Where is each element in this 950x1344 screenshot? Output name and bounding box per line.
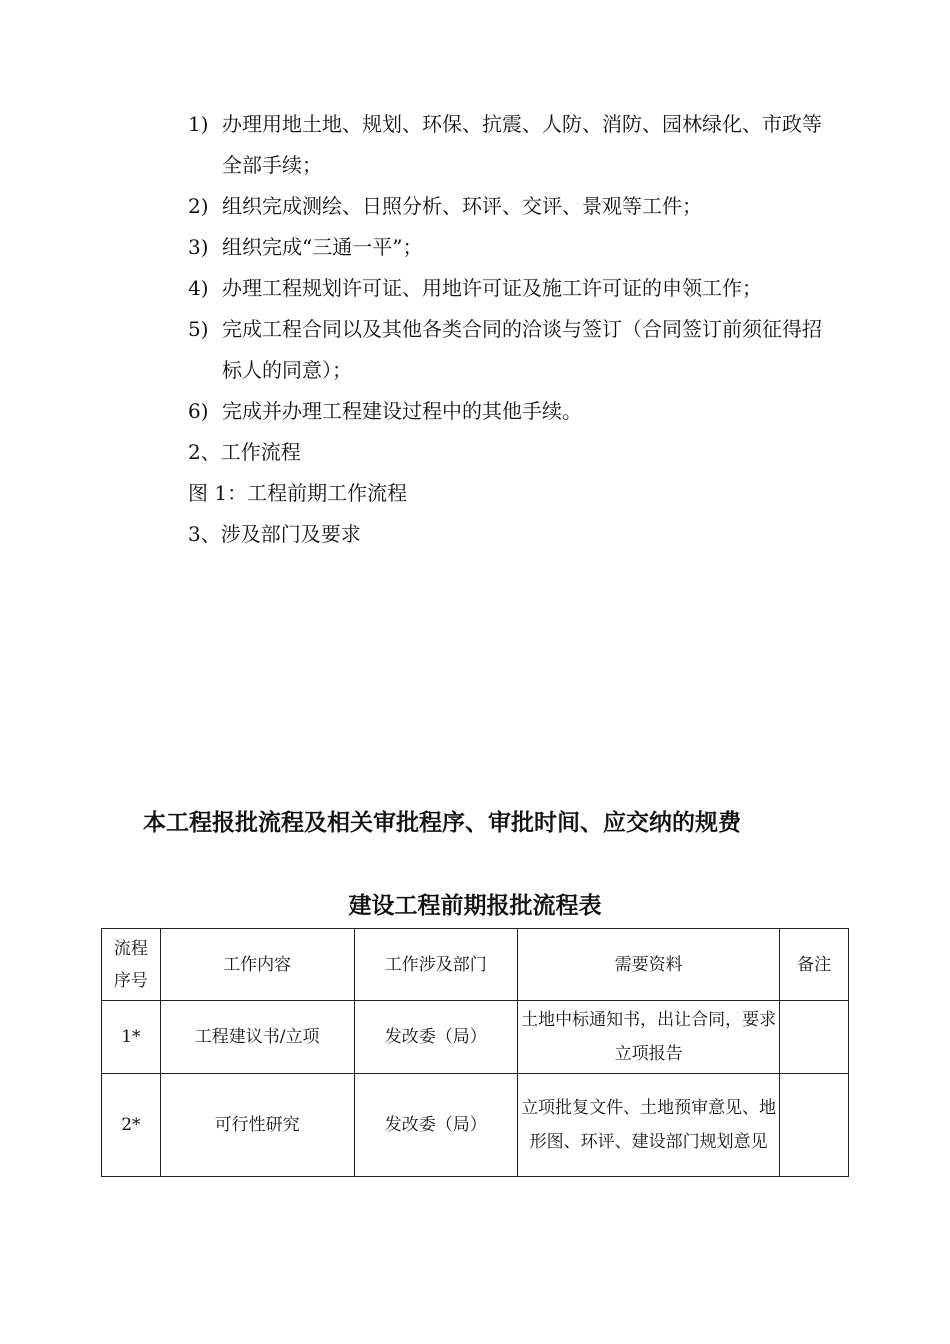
- list-item-number: 2): [188, 194, 209, 218]
- cell-note: [780, 1001, 849, 1074]
- list-item-text: 办理用地土地、规划、环保、抗震、人防、消防、园林绿化、市政等全部手续；: [222, 112, 822, 177]
- section-heading-workflow: 2、工作流程: [188, 440, 301, 464]
- list-item: [188, 186, 828, 227]
- list-item-number: 4): [188, 276, 209, 300]
- approval-flow-table: [101, 928, 849, 1177]
- list-item-number: 3): [188, 235, 209, 259]
- header-note: 备注: [780, 929, 849, 1001]
- section-heading-departments: 3、涉及部门及要求: [188, 522, 361, 546]
- header-docs: 需要资料: [517, 929, 779, 1001]
- table-header-row: [102, 929, 849, 1001]
- list-item-text: 完成并办理工程建设过程中的其他手续。: [222, 399, 582, 423]
- header-dept: 工作涉及部门: [354, 929, 517, 1001]
- list-item-text: 办理工程规划许可证、用地许可证及施工许可证的申领工作；: [222, 276, 762, 300]
- cell-docs: 立项批复文件、土地预审意见、地形图、环评、建设部门规划意见: [517, 1074, 779, 1177]
- cell-dept: 发改委（局）: [354, 1001, 517, 1074]
- list-item-number: 6): [188, 399, 209, 423]
- cell-content: 可行性研究: [160, 1074, 354, 1177]
- cell-seq: 1*: [102, 1001, 161, 1074]
- table-row: [102, 1074, 849, 1177]
- list-item-number: 1): [188, 112, 209, 136]
- list-item-text: 组织完成“三通一平”；: [222, 235, 423, 259]
- header-content: 工作内容: [160, 929, 354, 1001]
- list-item: [188, 227, 828, 268]
- requirements-list: [188, 104, 828, 555]
- approval-heading: 本工程报批流程及相关审批程序、审批时间、应交纳的规费: [143, 810, 741, 836]
- header-seq: [102, 929, 161, 1001]
- table-row: [102, 1001, 849, 1074]
- header-seq-line1: 流程: [113, 938, 148, 959]
- list-item-text: 完成工程合同以及其他各类合同的洽谈与签订（合同签订前须征得招标人的同意）；: [222, 317, 822, 382]
- figure-caption: 图 1：工程前期工作流程: [188, 481, 408, 505]
- header-seq-line2: 序号: [113, 970, 148, 991]
- cell-content: 工程建议书/立项: [160, 1001, 354, 1074]
- list-item: [188, 309, 828, 391]
- list-item: [188, 268, 828, 309]
- list-item-number: 5): [188, 317, 209, 341]
- list-item: [188, 391, 828, 432]
- table-title: 建设工程前期报批流程表: [348, 893, 602, 919]
- list-item-text: 组织完成测绘、日照分析、环评、交评、景观等工件；: [222, 194, 702, 218]
- list-item: [188, 104, 828, 186]
- cell-docs: 土地中标通知书，出让合同，要求立项报告: [517, 1001, 779, 1074]
- cell-seq: 2*: [102, 1074, 161, 1177]
- cell-note: [780, 1074, 849, 1177]
- cell-dept: 发改委（局）: [354, 1074, 517, 1177]
